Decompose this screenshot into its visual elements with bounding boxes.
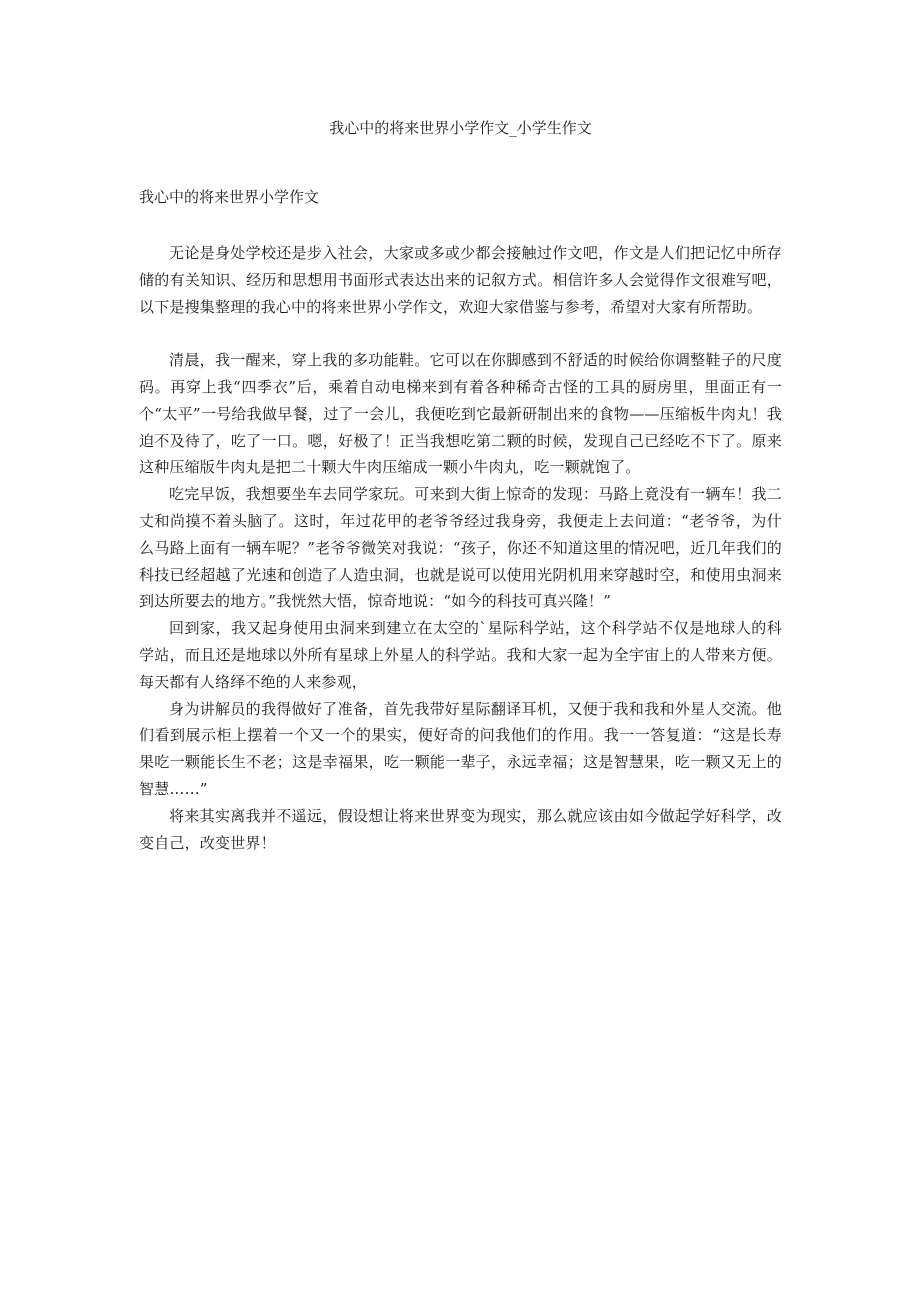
document-body <box>139 240 782 856</box>
paragraph-street: 吃完早饭，我想要坐车去同学家玩。可来到大街上惊奇的发现：马路上竟没有一辆车！我二丈和尚摸不着头脑了。这时，年过花甲的老爷爷经过我身旁，我便走上去问道：“老爷爷，为什么马路上面有一辆车呢？”老爷爷微笑对我说：“孩子，你还不知道这里的情况吧，近几年我们的科技已经超越了光速和创造了人造虫洞，也就是说可以使用光阴机用来穿越时空，和使用虫洞来到达所要去的地方。”我恍然大悟，惊奇地说：“如今的科技可真兴隆！” <box>139 485 782 611</box>
paragraph-morning: 清晨，我一醒来，穿上我的多功能鞋。它可以在你脚感到不舒适的时候给你调整鞋子的尺度码。再穿上我“四季衣”后，乘着自动电梯来到有着各种稀奇古怪的工具的厨房里，里面正有一个“太平”一号给我做早餐，过了一会儿，我便吃到它最新研制出来的食物——压缩板牛肉丸！我迫不及待了，吃了一口。嗯，好极了！正当我想吃第二颗的时候，发现自己已经吃不下了。原来这种压缩版牛肉丸是把二十颗大牛肉压缩成一颗小牛肉丸，吃一颗就饱了。 <box>139 351 782 477</box>
paragraph-space-station: 回到家，我又起身使用虫洞来到建立在太空的`星际科学站，这个科学站不仅是地球人的科学站，而且还是地球以外所有星球上外星人的科学站。我和大家一起为全宇宙上的人带来方便。每天都有人络绎不绝的人来参观， <box>139 619 782 691</box>
paragraph-conclusion: 将来其实离我并不遥远，假设想让将来世界变为现实，那么就应该由如今做起学好科学，改变自己，改变世界！ <box>139 806 782 852</box>
paragraph-guide: 身为讲解员的我得做好了准备，首先我带好星际翻译耳机，又便于我和我和外星人交流。他们看到展示柜上摆着一个又一个的果实，便好奇的问我他们的作用。我一一答复道：“这是长寿果吃一颗能长生不老；这是幸福果，吃一颗能一辈子，永远幸福；这是智慧果，吃一颗又无上的智慧……” <box>139 699 782 798</box>
paragraph-intro: 无论是身处学校还是步入社会，大家或多或少都会接触过作文吧，作文是人们把记忆中所存储的有关知识、经历和思想用书面形式表达出来的记叙方式。相信许多人会觉得作文很难写吧，以下是搜集整理的我心中的将来世界小学作文，欢迎大家借鉴与参考，希望对大家有所帮助。 <box>139 244 782 316</box>
document-title: 我心中的将来世界小学作文_小学生作文 <box>329 119 592 137</box>
document-subtitle: 我心中的将来世界小学作文 <box>139 188 320 206</box>
